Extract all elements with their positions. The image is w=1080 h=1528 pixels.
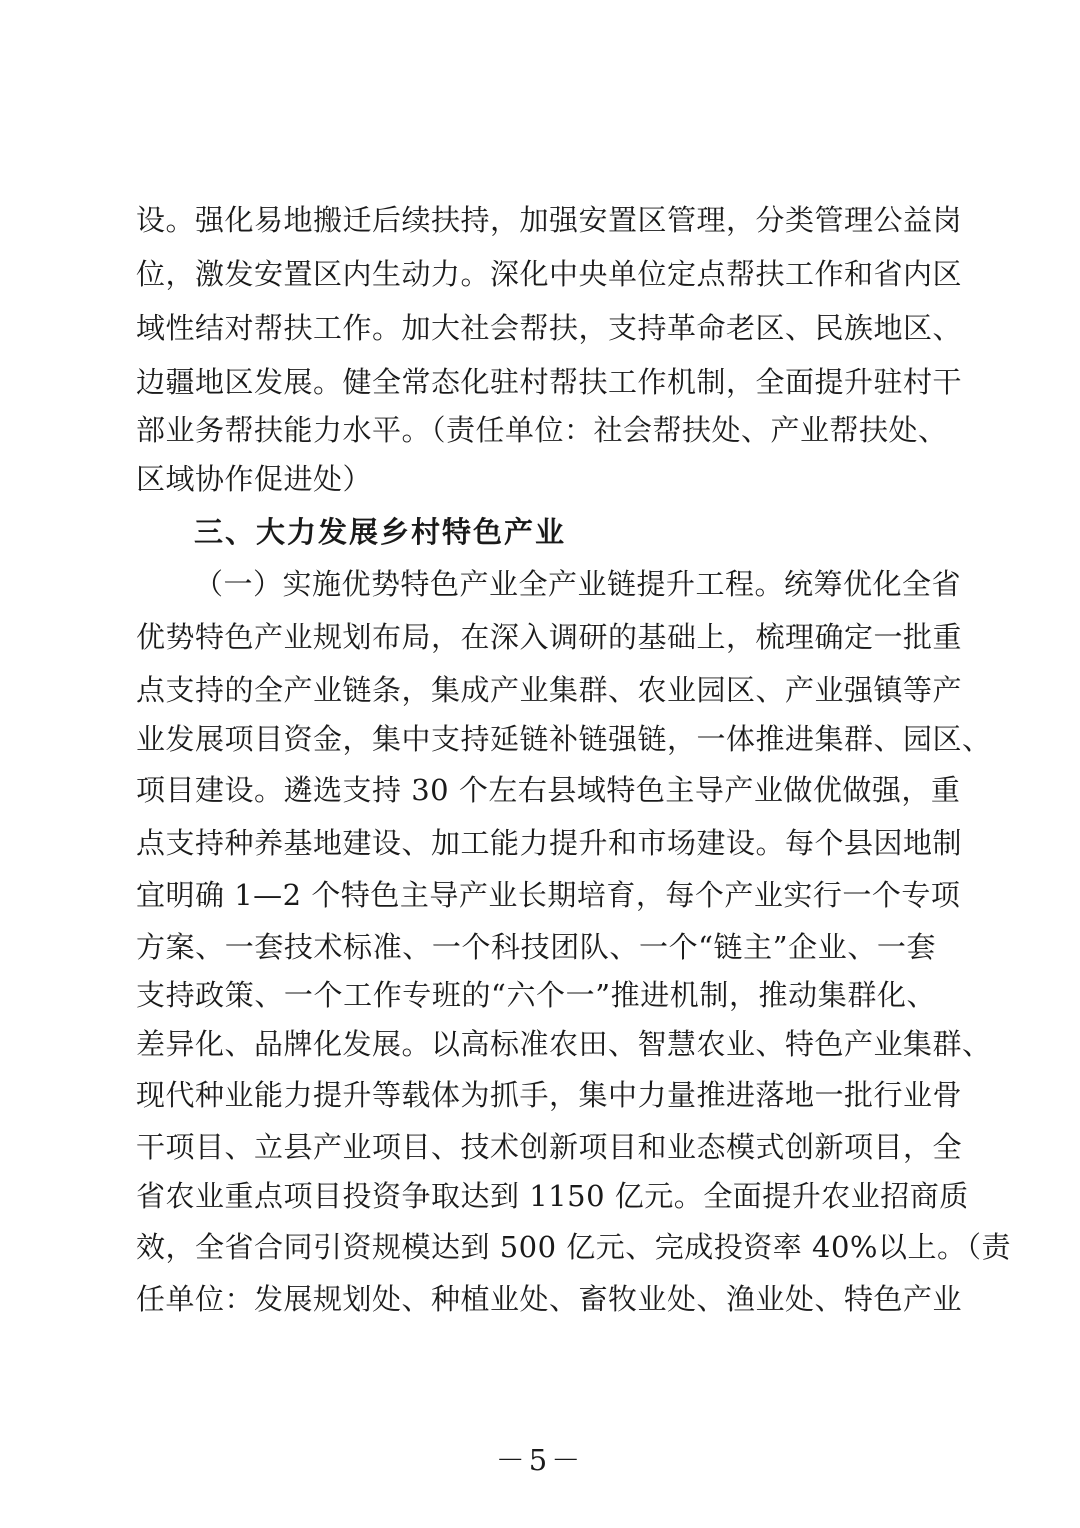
body-text-line: 干项目、立县产业项目、技术创新项目和业态模式创新项目，全 bbox=[136, 1130, 963, 1164]
body-text-line: 项目建设。遴选支持 30 个左右县域特色主导产业做优做强，重 bbox=[136, 773, 961, 807]
body-text-line: 现代种业能力提升等载体为抓手，集中力量推进落地一批行业骨 bbox=[136, 1078, 963, 1112]
body-text-line: 点支持种养基地建设、加工能力提升和市场建设。每个县因地制 bbox=[136, 826, 963, 860]
body-text-line: 域性结对帮扶工作。加大社会帮扶，支持革命老区、民族地区、 bbox=[136, 311, 963, 345]
body-text-line: 业发展项目资金，集中支持延链补链强链，一体推进集群、园区、 bbox=[136, 722, 992, 756]
body-text-line: 优势特色产业规划布局，在深入调研的基础上，梳理确定一批重 bbox=[136, 620, 963, 654]
body-text-line: 位，激发安置区内生动力。深化中央单位定点帮扶工作和省内区 bbox=[136, 257, 963, 291]
body-text-line: 点支持的全产业链条，集成产业集群、农业园区、产业强镇等产 bbox=[136, 673, 963, 707]
body-text-line: 差异化、品牌化发展。以高标准农田、智慧农业、特色产业集群、 bbox=[136, 1027, 992, 1061]
body-text-line: 设。强化易地搬迁后续扶持，加强安置区管理，分类管理公益岗 bbox=[136, 203, 963, 237]
section-heading: 三、大力发展乡村特色产业 bbox=[194, 515, 567, 549]
subsection-first-line: （一）实施优势特色产业全产业链提升工程。统筹优化全省 bbox=[194, 567, 962, 601]
body-text-line: 省农业重点项目投资争取达到 1150 亿元。全面提升农业招商质 bbox=[136, 1179, 969, 1213]
body-text-line: 任单位：发展规划处、种植业处、畜牧业处、渔业处、特色产业 bbox=[136, 1282, 963, 1316]
body-text-line: 边疆地区发展。健全常态化驻村帮扶工作机制，全面提升驻村干 bbox=[136, 365, 963, 399]
body-text-line: 区域协作促进处） bbox=[136, 462, 373, 496]
page-number: －5－ bbox=[495, 1443, 585, 1477]
body-text-line: 效，全省合同引资规模达到 500 亿元、完成投资率 40%以上。（责 bbox=[136, 1230, 1011, 1264]
body-text-line: 部业务帮扶能力水平。（责任单位：社会帮扶处、产业帮扶处、 bbox=[136, 413, 948, 447]
body-text-line: 方案、一套技术标准、一个科技团队、一个“链主”企业、一套 bbox=[136, 930, 936, 964]
body-text-line: 宜明确 1—2 个特色主导产业长期培育，每个产业实行一个专项 bbox=[136, 878, 961, 912]
body-text-line: 支持政策、一个工作专班的“六个一”推进机制，推动集群化、 bbox=[136, 978, 936, 1012]
